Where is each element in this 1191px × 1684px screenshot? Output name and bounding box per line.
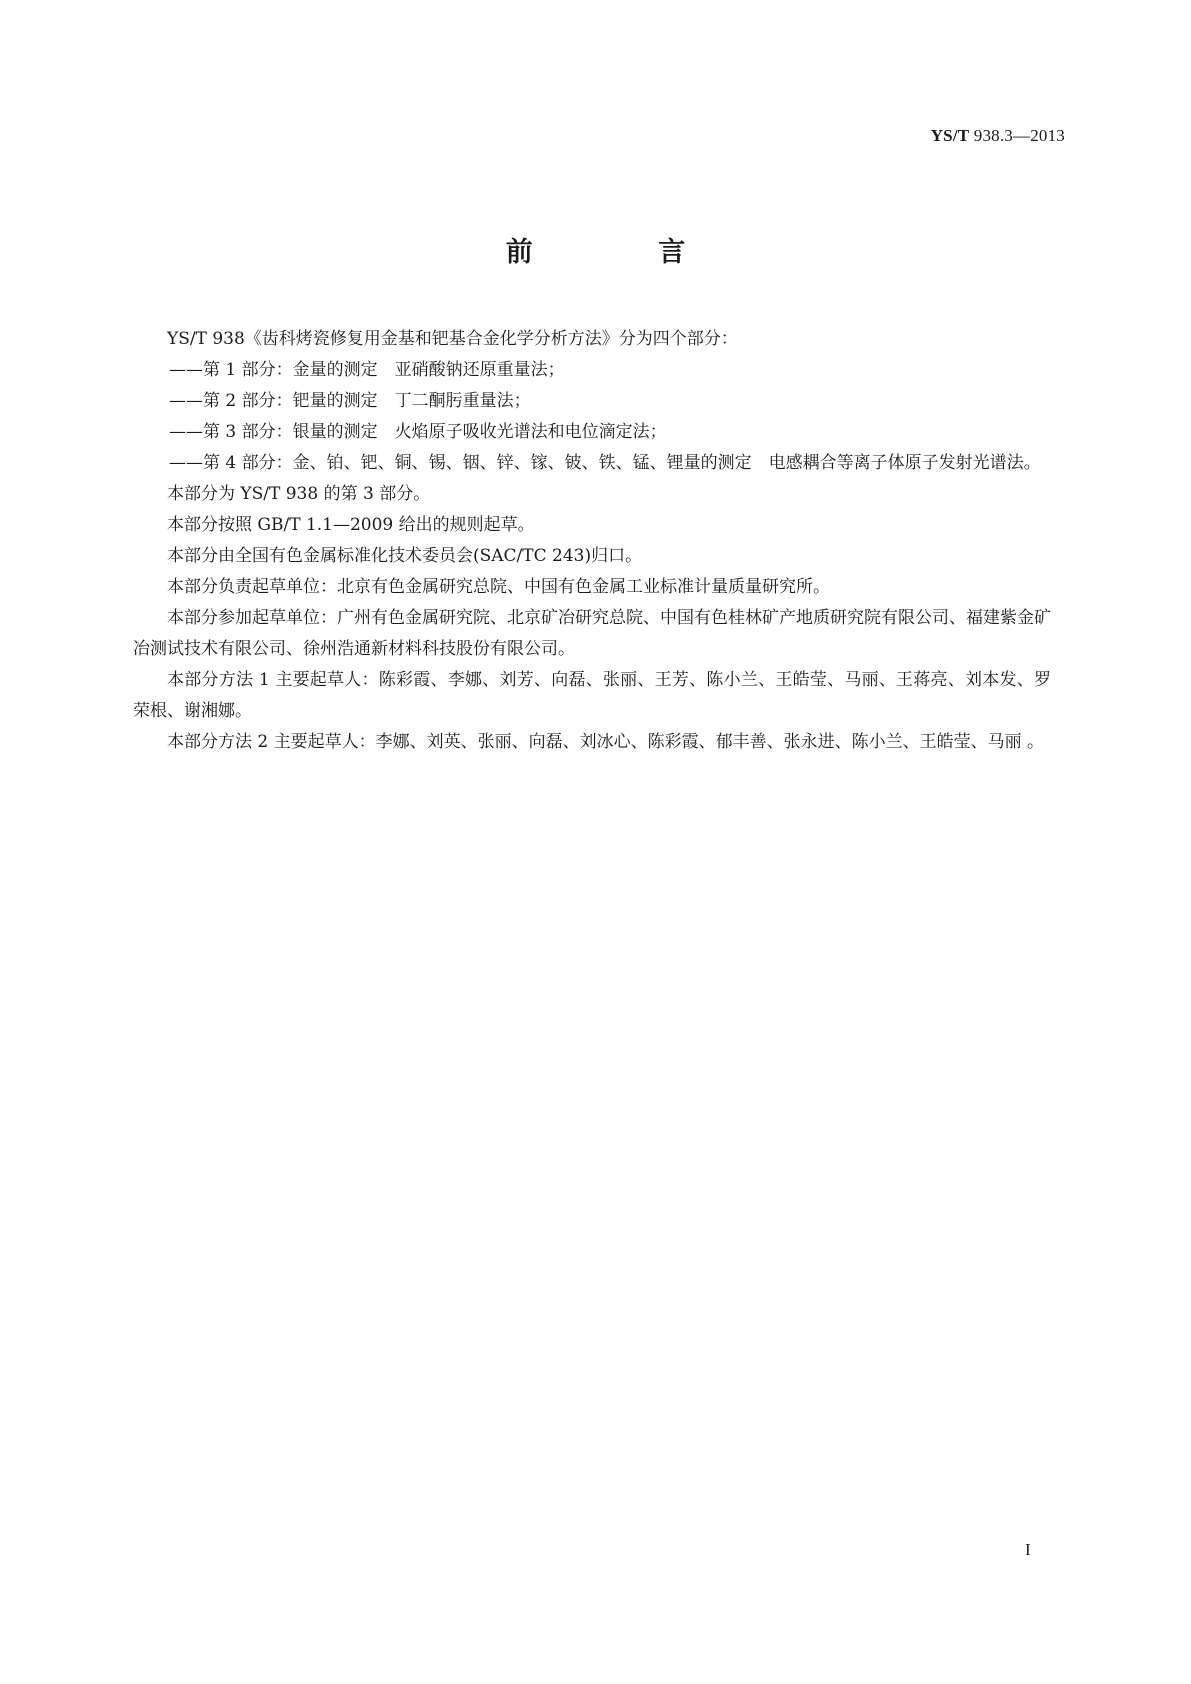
part-list-item: ——第 4 部分：金、铂、钯、铜、锡、铟、锌、镓、铍、铁、锰、锂量的测定 电感耦合等离子体原子发射光谱法。 <box>169 453 1041 473</box>
foreword-body <box>133 324 1051 758</box>
part-list-item: ——第 1 部分：金量的测定 亚硝酸钠还原重量法； <box>169 360 565 380</box>
intro-paragraph: YS/T 938《齿科烤瓷修复用金基和钯基合金化学分析方法》分为四个部分： <box>167 329 738 349</box>
document-code-prefix: YS/T <box>930 126 970 145</box>
method2-drafters-paragraph: 本部分方法 2 主要起草人：李娜、刘英、张丽、向磊、刘冰心、陈彩霞、郁丰善、张永进、陈小兰、王皓莹、马丽 。 <box>167 732 1045 752</box>
part-list-item: ——第 2 部分：钯量的测定 丁二酮肟重量法； <box>169 391 531 411</box>
page-number: I <box>1025 1540 1031 1559</box>
part-of-paragraph: 本部分为 YS/T 938 的第 3 部分。 <box>167 484 431 504</box>
committee-paragraph: 本部分由全国有色金属标准化技术委员会(SAC/TC 243)归口。 <box>167 546 643 566</box>
participating-units-paragraph: 本部分参加起草单位：广州有色金属研究院、北京矿冶研究总院、中国有色桂林矿产地质研究院有限公司、福建紫金矿冶测试技术有限公司、徐州浩通新材料科技股份有限公司。 <box>133 608 1051 659</box>
document-code-number: 938.3—2013 <box>973 126 1065 145</box>
responsible-units-paragraph: 本部分负责起草单位：北京有色金属研究总院、中国有色金属工业标准计量质量研究所。 <box>167 577 830 597</box>
page-title: 前 言 <box>505 237 744 268</box>
drafting-rules-paragraph: 本部分按照 GB/T 1.1—2009 给出的规则起草。 <box>167 515 535 535</box>
part-list-item: ——第 3 部分：银量的测定 火焰原子吸收光谱法和电位滴定法； <box>169 422 667 442</box>
method1-drafters-paragraph: 本部分方法 1 主要起草人：陈彩霞、李娜、刘芳、向磊、张丽、王芳、陈小兰、王皓莹、马丽、王蒋亮、刘本发、罗荣根、谢湘娜。 <box>133 670 1051 721</box>
document-code <box>931 126 1065 146</box>
